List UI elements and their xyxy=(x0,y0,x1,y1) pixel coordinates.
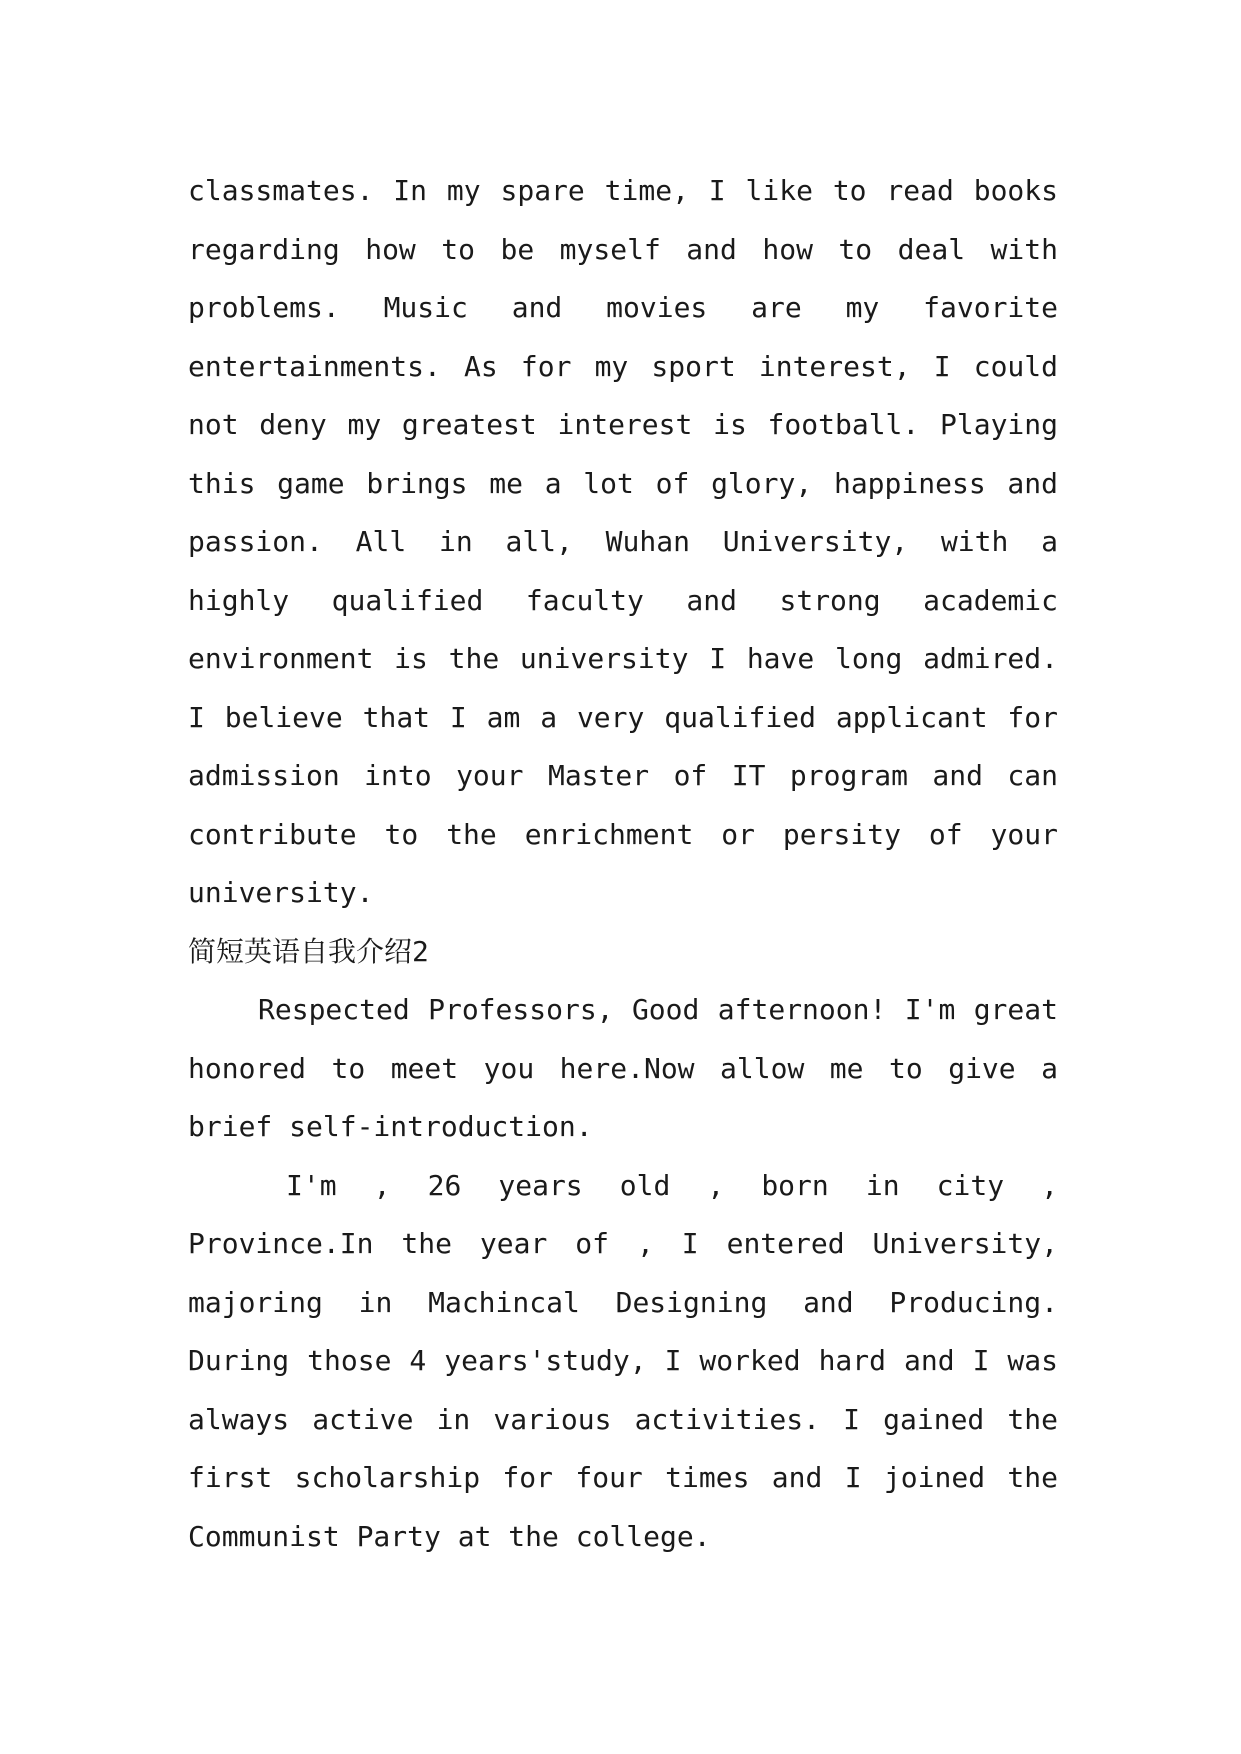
body-line: entertainments. As for my sport interest, I could xyxy=(188,349,1058,383)
body-line: majoring in Machincal Designing and Producing. xyxy=(188,1285,1058,1319)
body-line: I believe that I am a very qualified applicant for xyxy=(188,700,1058,734)
body-line: contribute to the enrichment or persity of your xyxy=(188,817,1058,851)
body-line: During those 4 years'study, I worked hard and I was xyxy=(188,1344,1058,1377)
body-line: problems. Music and movies are my favorite xyxy=(188,291,1058,324)
body-line: environment is the university I have long admired. xyxy=(188,642,1058,675)
body-line: this game brings me a lot of glory, happiness and xyxy=(188,466,1058,500)
document-body xyxy=(188,162,1058,1566)
body-line: I'm , 26 years old , born in city , xyxy=(286,1168,1058,1202)
body-line: admission into your Master of IT program and can xyxy=(188,759,1058,792)
body-line: classmates. In my spare time, I like to read books xyxy=(188,174,1058,207)
body-line: Respected Professors, Good afternoon! I'm great xyxy=(258,993,1058,1026)
body-line: always active in various activities. I gained the xyxy=(188,1402,1058,1436)
body-line: passion. All in all, Wuhan University, with a xyxy=(188,525,1058,558)
section-heading: 简短英语自我介绍2 xyxy=(188,934,429,968)
body-line: Province.In the year of , I entered University, xyxy=(188,1227,1058,1260)
body-line: honored to meet you here.Now allow me to give a xyxy=(188,1051,1058,1085)
body-line: regarding how to be myself and how to deal with xyxy=(188,232,1058,266)
body-line: highly qualified faculty and strong academic xyxy=(188,583,1058,617)
body-line: first scholarship for four times and I joined the xyxy=(188,1461,1058,1494)
body-line: Communist Party at the college. xyxy=(188,1519,711,1553)
body-line: not deny my greatest interest is football. Playing xyxy=(188,408,1058,441)
body-line: university. xyxy=(188,876,374,909)
body-line: brief self-introduction. xyxy=(188,1110,593,1143)
